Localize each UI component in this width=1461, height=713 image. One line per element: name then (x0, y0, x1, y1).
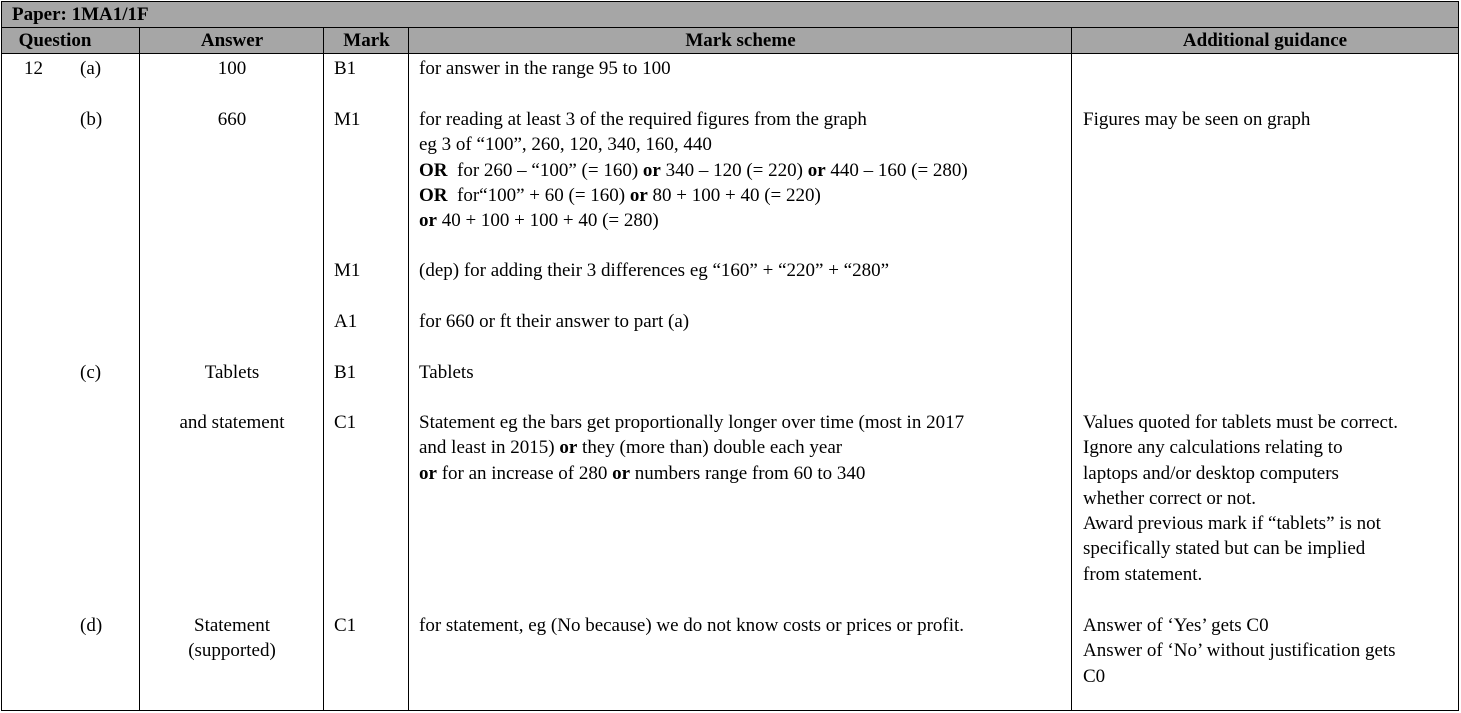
header-row (2, 28, 1458, 54)
mark-d: C1 (334, 615, 357, 636)
mark-b-2: M1 (334, 260, 361, 281)
part-label-a: (a) (80, 58, 102, 79)
guidance-d-line: Answer of ‘Yes’ gets C0 (1083, 615, 1269, 636)
scheme-c-1: Tablets (419, 362, 474, 383)
header-mark: Mark (343, 30, 390, 51)
scheme-c-2-line3: or for an increase of 280 or numbers range from 60 to 340 (419, 462, 866, 484)
answer-d-line2: (supported) (188, 640, 276, 662)
column-divider (1071, 28, 1072, 711)
part-label-b: (b) (80, 109, 103, 130)
guidance-d-line: C0 (1083, 665, 1106, 687)
paper-bar (2, 2, 1458, 28)
scheme-b-1 (419, 107, 968, 233)
header-mark-scheme: Mark scheme (685, 30, 796, 51)
answer-b: 660 (217, 109, 247, 130)
answer-d-line1: Statement (194, 615, 270, 636)
column-divider (408, 28, 409, 711)
guidance-c-line: Ignore any calculations relating to (1083, 437, 1343, 459)
header-additional-guidance: Additional guidance (1182, 30, 1348, 51)
mark-c-2: C1 (334, 412, 357, 433)
guidance-c-line: whether correct or not. (1083, 487, 1257, 509)
scheme-b-2: (dep) for adding their 3 differences eg “160” + “220” + “280” (419, 260, 890, 281)
guidance-c-line: laptops and/or desktop computers (1083, 462, 1339, 484)
guidance-c-line: Values quoted for tablets must be correct. (1083, 412, 1398, 433)
scheme-c-2-line2: and least in 2015) or they (more than) double each year (419, 437, 843, 459)
answer-d (140, 613, 324, 664)
scheme-a: for answer in the range 95 to 100 (419, 58, 671, 79)
mark-b-1: M1 (334, 109, 361, 130)
part-label-d: (d) (80, 615, 103, 636)
paper-label: Paper: 1MA1/1F (12, 4, 149, 25)
header-question: Question (18, 30, 92, 51)
header-answer: Answer (200, 30, 264, 51)
guidance-c (1083, 410, 1398, 587)
scheme-b-1-line3: OR for 260 – “100” (= 160) or 340 – 120 (= 220) or 440 – 160 (= 280) (419, 159, 968, 181)
mark-scheme-table (1, 1, 1459, 711)
mark-a: B1 (334, 58, 357, 79)
guidance-d (1083, 613, 1396, 689)
scheme-d: for statement, eg (No because) we do not know costs or prices or profit. (419, 615, 965, 636)
answer-a: 100 (217, 58, 247, 79)
answer-c-2: and statement (179, 412, 285, 433)
mark-c-1: B1 (334, 362, 357, 383)
scheme-b-1-line2: eg 3 of “100”, 260, 120, 340, 160, 440 (419, 134, 712, 156)
mark-b-3: A1 (334, 311, 358, 332)
answer-c-1: Tablets (204, 362, 260, 383)
guidance-b: Figures may be seen on graph (1083, 109, 1311, 130)
part-label-c: (c) (80, 362, 102, 383)
scheme-c-2-line1: Statement eg the bars get proportionally longer over time (most in 2017 (419, 412, 965, 433)
scheme-b-1-line5: or 40 + 100 + 100 + 40 (= 280) (419, 210, 659, 232)
scheme-c-2 (419, 410, 964, 486)
question-number: 12 (24, 58, 43, 79)
scheme-b-1-line1: for reading at least 3 of the required figures from the graph (419, 109, 867, 130)
scheme-b-1-line4: OR for“100” + 60 (= 160) or 80 + 100 + 40 (= 220) (419, 184, 821, 206)
guidance-c-line: specifically stated but can be implied (1083, 538, 1366, 560)
guidance-d-line: Answer of ‘No’ without justification gets (1083, 640, 1396, 662)
guidance-c-line: Award previous mark if “tablets” is not (1083, 513, 1381, 535)
scheme-b-3: for 660 or ft their answer to part (a) (419, 311, 690, 332)
guidance-c-line: from statement. (1083, 563, 1203, 585)
